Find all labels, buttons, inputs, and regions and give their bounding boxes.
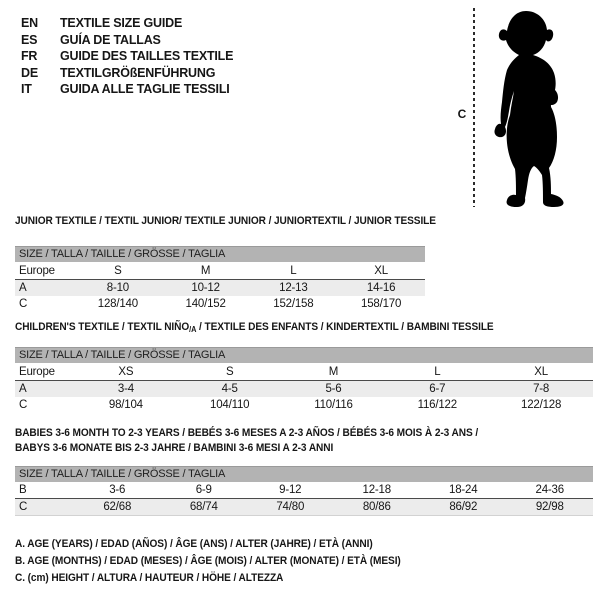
- legend-note-c: C. (cm) HEIGHT / ALTURA / HAUTEUR / HÖHE / ALTEZZA: [15, 572, 284, 584]
- legend-notes: [15, 536, 401, 587]
- section-title-children: [15, 320, 494, 337]
- height-cell: 152/158: [273, 298, 314, 310]
- size-header-band: SIZE / TALLA / TAILLE / GRÖSSE / TAGLIA: [15, 466, 593, 482]
- size-cell: XL: [534, 365, 548, 378]
- height-marker-label: C: [457, 107, 467, 121]
- size-header-band: SIZE / TALLA / TAILLE / GRÖSSE / TAGLIA: [15, 246, 425, 262]
- height-cell: 92/98: [535, 501, 564, 513]
- lang-row-it: [21, 81, 233, 98]
- table-row-age: [15, 381, 593, 397]
- age-cell: 7-8: [533, 383, 550, 395]
- lang-label: TEXTILE SIZE GUIDE: [60, 16, 183, 30]
- row-label: C: [19, 399, 28, 411]
- height-measure-dashed-line: [473, 8, 475, 207]
- toddler-silhouette-icon: [486, 7, 570, 207]
- table-row-age: [15, 280, 425, 296]
- height-cell: 122/128: [521, 399, 562, 411]
- table-row-europe: [15, 262, 425, 279]
- lang-row-de: [21, 65, 233, 82]
- size-cell: L: [434, 365, 441, 378]
- age-cell: 4-5: [221, 383, 238, 395]
- age-cell: 8-10: [106, 282, 129, 294]
- lang-row-fr: [21, 48, 233, 65]
- height-cell: 116/122: [417, 399, 457, 411]
- legend-note-a: A. AGE (YEARS) / EDAD (AÑOS) / ÂGE (ANS) / ALTER (JAHRE) / ETÀ (ANNI): [15, 538, 373, 550]
- age-cell: 3-4: [117, 383, 134, 395]
- age-cell: 18-24: [449, 484, 478, 496]
- language-header: [21, 15, 233, 98]
- row-label: A: [19, 383, 27, 395]
- section-title-babies-line2: BABYS 3-6 MONATE BIS 2-3 JAHRE / BAMBINI 3-6 MESI A 2-3 ANNI: [15, 442, 334, 454]
- row-label: A: [19, 282, 27, 294]
- height-cell: 104/110: [210, 399, 250, 411]
- height-cell: 74/80: [276, 501, 305, 513]
- age-cell: 3-6: [109, 484, 126, 496]
- row-label: Europe: [19, 264, 55, 277]
- table-bottom-rule: [15, 515, 593, 516]
- section-title-babies-line1: BABIES 3-6 MONTH TO 2-3 YEARS / BEBÉS 3-6 MESES A 2-3 AÑOS / BÉBÉS 3-6 MOIS À 2-3 ANS /: [15, 427, 479, 439]
- row-label: Europe: [19, 365, 55, 378]
- height-cell: 80/86: [362, 501, 391, 513]
- age-cell: 24-36: [535, 484, 564, 496]
- lang-code: FR: [21, 49, 38, 63]
- junior-size-table: [15, 246, 425, 312]
- title-part: / TEXTILE DES ENFANTS / KINDERTEXTIL / BAMBINI TESSILE: [196, 321, 494, 333]
- height-cell: 128/140: [97, 298, 138, 310]
- height-cell: 86/92: [449, 501, 478, 513]
- lang-code: DE: [21, 65, 38, 80]
- lang-label: GUIDA ALLE TAGLIE TESSILI: [60, 82, 230, 96]
- row-label: C: [19, 501, 28, 513]
- height-cell: 158/170: [361, 298, 402, 310]
- lang-label: GUIDE DES TAILLES TEXTILE: [60, 49, 234, 63]
- lang-code: IT: [21, 82, 32, 96]
- height-cell: 68/74: [189, 501, 218, 513]
- age-cell: 5-6: [325, 383, 342, 395]
- age-cell: 6-7: [429, 383, 446, 395]
- lang-code: ES: [21, 32, 38, 47]
- title-subscript: /A: [189, 325, 197, 334]
- size-cell: XL: [374, 264, 388, 277]
- age-cell: 12-13: [279, 282, 308, 294]
- lang-label: TEXTILGRÖßENFÜHRUNG: [60, 65, 216, 80]
- size-cell: S: [114, 264, 122, 277]
- age-cell: 6-9: [195, 484, 212, 496]
- row-label: C: [19, 298, 28, 310]
- children-size-table: [15, 347, 593, 413]
- lang-code: EN: [21, 16, 38, 30]
- babies-size-table: [15, 466, 593, 516]
- lang-row-es: [21, 32, 233, 49]
- age-cell: 12-18: [362, 484, 391, 496]
- height-cell: 110/116: [314, 399, 353, 411]
- size-cell: L: [290, 264, 297, 277]
- age-cell: 9-12: [279, 484, 302, 496]
- height-cell: 140/152: [185, 298, 226, 310]
- table-row-height: [15, 397, 593, 413]
- legend-note-b: B. AGE (MONTHS) / EDAD (MESES) / ÂGE (MOIS) / ALTER (MONATE) / ETÀ (MESI): [15, 555, 401, 567]
- height-cell: 98/104: [108, 399, 143, 411]
- table-row-height: [15, 296, 425, 312]
- title-part: CHILDREN'S TEXTILE / TEXTIL NIÑO: [15, 321, 190, 333]
- table-row-height: [15, 499, 593, 515]
- lang-label: GUÍA DE TALLAS: [60, 32, 161, 47]
- age-cell: 14-16: [366, 282, 396, 294]
- lang-row-en: [21, 15, 233, 32]
- age-cell: 10-12: [191, 282, 220, 294]
- section-title-junior: JUNIOR TEXTILE / TEXTIL JUNIOR/ TEXTILE JUNIOR / JUNIORTEXTIL / JUNIOR TESSILE: [15, 215, 436, 227]
- size-cell: XS: [118, 365, 134, 378]
- row-label: B: [19, 484, 27, 496]
- size-cell: M: [328, 365, 339, 378]
- size-cell: S: [225, 365, 234, 378]
- table-row-age-months: [15, 482, 593, 498]
- size-cell: M: [200, 264, 211, 277]
- height-cell: 62/68: [103, 501, 132, 513]
- table-row-europe: [15, 363, 593, 380]
- size-header-band: SIZE / TALLA / TAILLE / GRÖSSE / TAGLIA: [15, 347, 593, 363]
